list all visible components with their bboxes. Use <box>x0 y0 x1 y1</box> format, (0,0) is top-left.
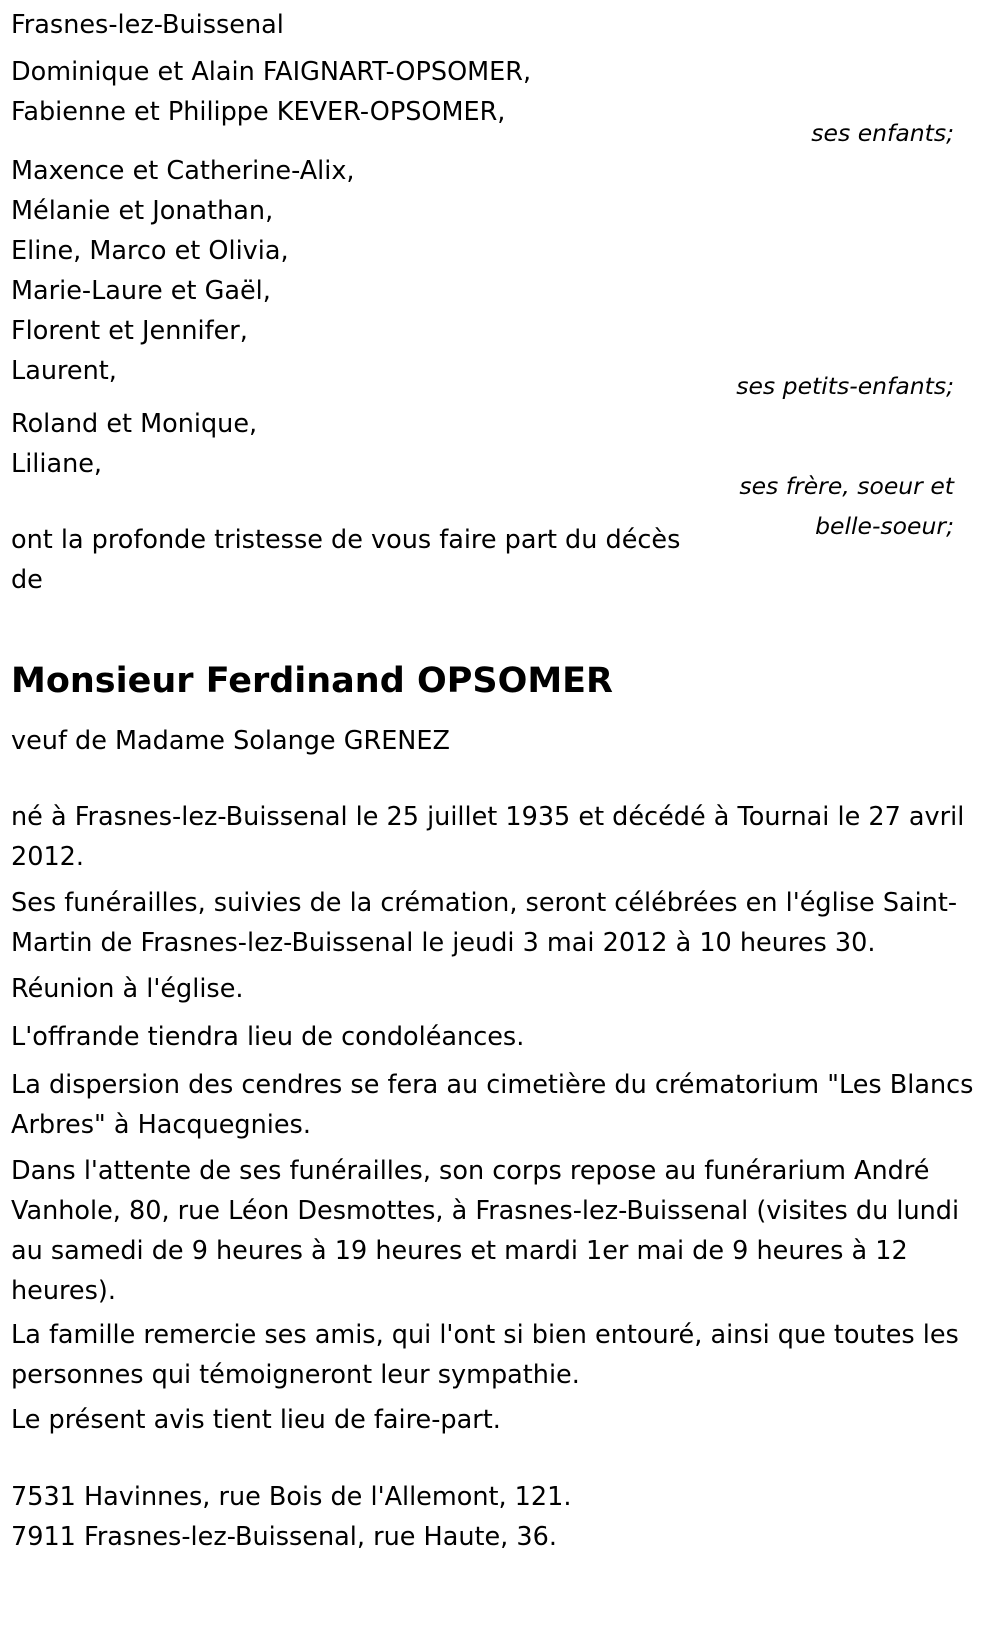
address-line: 7911 Frasnes-lez-Buissenal, rue Haute, 36. <box>11 1522 557 1552</box>
grandchildren-role: ses petits-enfants; <box>736 372 954 400</box>
grandchildren-line: Laurent, <box>11 356 117 386</box>
siblings-line: Liliane, <box>11 449 103 479</box>
grandchildren-line: Maxence et Catherine-Alix, <box>11 156 355 186</box>
children-line: Fabienne et Philippe KEVER-OPSOMER, <box>11 97 506 127</box>
offering-paragraph: L'offrande tiendra lieu de condoléances. <box>11 1022 525 1052</box>
address-line: 7531 Havinnes, rue Bois de l'Allemont, 121. <box>11 1482 572 1512</box>
grandchildren-line: Eline, Marco et Olivia, <box>11 236 289 266</box>
siblings-role-line2: belle-soeur; <box>815 512 954 540</box>
children-role: ses enfants; <box>811 119 954 147</box>
siblings-role-line1: ses frère, soeur et <box>739 472 954 500</box>
funeral-paragraph: Ses funérailles, suivies de la crémation, seront célébrées en l'église Saint-Martin de Frasnes-lez-Buissenal le jeudi 3 mai 2012 à 10 heures 30. <box>11 888 958 958</box>
grandchildren-list <box>11 151 355 391</box>
children-line: Dominique et Alain FAIGNART-OPSOMER, <box>11 57 532 87</box>
children-list <box>11 52 531 132</box>
funerarium-paragraph: Dans l'attente de ses funérailles, son corps repose au funérarium André Vanhole, 80, rue Léon Desmottes, à Frasnes-lez-Buissenal (visites du lundi au samedi de 9 heures à 19 heures et mardi 1er mai de 9 heures à 12 heures). <box>11 1156 960 1306</box>
notice-paragraph: Le présent avis tient lieu de faire-part. <box>11 1405 501 1435</box>
siblings-line: Roland et Monique, <box>11 409 258 439</box>
grandchildren-line: Mélanie et Jonathan, <box>11 196 274 226</box>
meeting-paragraph: Réunion à l'église. <box>11 974 244 1004</box>
birth-death-paragraph: né à Frasnes-lez-Buissenal le 25 juillet 1935 et décédé à Tournai le 27 avril 2012. <box>11 802 965 872</box>
announcement <box>11 520 680 600</box>
thanks-paragraph: La famille remercie ses amis, qui l'ont si bien entouré, ainsi que toutes les personnes qui témoigneront leur sympathie. <box>11 1320 959 1390</box>
grandchildren-line: Florent et Jennifer, <box>11 316 248 346</box>
announcement-line: de <box>11 565 43 595</box>
deceased-name: Monsieur Ferdinand OPSOMER <box>11 661 614 701</box>
grandchildren-line: Marie-Laure et Gaël, <box>11 276 271 306</box>
header-place: Frasnes-lez-Buissenal <box>11 10 284 40</box>
ashes-paragraph: La dispersion des cendres se fera au cimetière du crématorium "Les Blancs Arbres" à Hacquegnies. <box>11 1070 974 1140</box>
announcement-line: ont la profonde tristesse de vous faire part du décès <box>11 525 681 555</box>
siblings-list <box>11 404 257 484</box>
widow-of: veuf de Madame Solange GRENEZ <box>11 726 450 756</box>
siblings-role <box>739 466 954 546</box>
addresses <box>11 1477 571 1557</box>
